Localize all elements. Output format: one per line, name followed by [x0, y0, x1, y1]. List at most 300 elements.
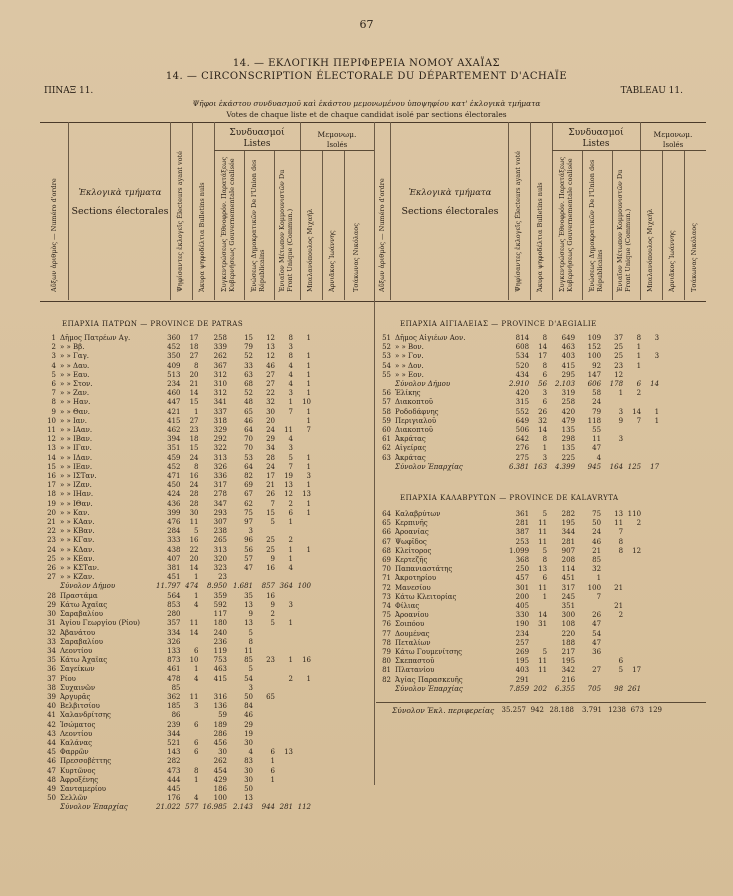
value-cell: [313, 573, 323, 582]
value-cell: 3: [306, 472, 311, 481]
value-cell: [255, 665, 277, 674]
value-cell: [255, 730, 277, 739]
value-cell: 438: [167, 545, 181, 554]
value-cell: [295, 665, 313, 674]
value-cell: [295, 739, 313, 748]
value-cell: 405: [515, 602, 530, 611]
row-number: 32: [47, 628, 56, 637]
value-cell: [313, 619, 323, 628]
value-cell: [313, 408, 323, 417]
value-cell: 3: [654, 334, 660, 342]
sections-label-gr-right: Ἐκλογικὰ τμήματα: [408, 188, 492, 198]
value-cell: [661, 426, 671, 435]
table-row: [375, 426, 671, 435]
value-cell: 6: [270, 766, 275, 775]
value-cell: [661, 454, 671, 463]
table-kalavryta: [375, 510, 661, 694]
value-cell: [277, 711, 295, 720]
table-row: [375, 593, 661, 602]
value-cell: 8: [542, 334, 548, 342]
value-cell: 317: [561, 583, 576, 592]
value-cell: 135: [561, 444, 576, 453]
section-name: Κερπινῆς: [395, 519, 428, 528]
value-cell: 1: [542, 592, 548, 601]
value-cell: 367: [213, 361, 227, 370]
value-cell: 133: [167, 646, 181, 655]
table-row: [40, 748, 323, 757]
row-number: 66: [382, 528, 391, 537]
table-row: [40, 757, 323, 766]
section-name: Κάτω Ἀχαΐας: [60, 600, 108, 609]
value-cell: [313, 610, 323, 619]
value-cell: 56: [538, 380, 548, 389]
section-name: Ἀβανάτου: [60, 628, 96, 637]
value-cell: 13: [244, 600, 253, 609]
value-cell: 478: [167, 674, 181, 683]
value-cell: 143: [167, 748, 181, 757]
value-cell: 31: [538, 620, 548, 629]
section-name: Σελλῶν: [60, 794, 88, 803]
section-name: Σοιπόου: [395, 620, 425, 629]
section-name: » » ΚΖαν.: [60, 573, 95, 582]
row-number: 82: [382, 675, 391, 684]
value-cell: 16: [302, 656, 311, 665]
value-cell: 315: [515, 398, 530, 407]
sections-label-gr: Ἐκλογικὰ τμήματα: [78, 188, 162, 198]
value-cell: 5: [270, 518, 275, 527]
value-cell: [277, 665, 295, 674]
value-cell: 6: [194, 720, 199, 729]
value-cell: 21: [189, 380, 199, 389]
value-cell: [625, 435, 643, 444]
value-cell: 55: [592, 426, 602, 435]
value-cell: 460: [167, 389, 181, 398]
value-cell: [229, 573, 255, 582]
list1-label-right: Συγκεντρώσεως Ἐθνοφρόν. Παρατάξεως Κυβερνήσεως Gouvernementale coalisée: [558, 156, 574, 292]
row-number: 68: [382, 546, 391, 555]
value-cell: 450: [167, 481, 181, 490]
value-cell: [643, 648, 661, 657]
row-number: 6: [51, 380, 56, 389]
value-cell: [313, 582, 323, 591]
value-cell: 50: [592, 519, 602, 528]
value-cell: [313, 794, 323, 803]
value-cell: 3: [542, 453, 548, 462]
value-cell: 17: [189, 334, 199, 342]
value-cell: 281: [279, 803, 293, 812]
value-cell: 8.950: [206, 582, 227, 591]
value-cell: 92: [592, 361, 602, 370]
value-cell: 14: [538, 343, 548, 352]
value-cell: 240: [213, 628, 227, 637]
value-cell: 52: [244, 352, 253, 361]
value-cell: 16: [266, 564, 275, 573]
value-cell: [661, 398, 671, 407]
value-cell: 13: [266, 343, 275, 352]
value-cell: 293: [213, 508, 227, 517]
value-cell: 234: [167, 380, 181, 389]
section-name: Διακοπτοῦ: [395, 398, 434, 407]
value-cell: 606: [587, 380, 602, 389]
value-cell: 310: [213, 380, 227, 389]
table-row: [375, 648, 661, 657]
value-cell: 4: [596, 453, 602, 462]
section-name: Σαραβαλίου: [60, 637, 103, 646]
value-cell: [603, 574, 625, 583]
value-cell: [661, 380, 671, 389]
value-cell: 387: [515, 528, 530, 537]
table-row: [40, 555, 323, 564]
row-number: 14: [47, 453, 56, 462]
section-name: » » Εαυ.: [60, 370, 90, 379]
value-cell: [643, 676, 661, 685]
table-row: [40, 518, 323, 527]
value-cell: [661, 334, 671, 343]
table-row: [40, 500, 323, 509]
table-row: [40, 343, 323, 352]
value-cell: 281: [561, 537, 576, 546]
value-cell: 1: [306, 380, 311, 389]
value-cell: 14: [189, 564, 199, 573]
value-cell: 164: [609, 462, 624, 471]
value-cell: 85: [171, 683, 181, 692]
value-cell: [625, 676, 643, 685]
value-cell: 245: [561, 592, 576, 601]
row-number: 78: [382, 638, 391, 647]
value-cell: [201, 684, 230, 693]
lists-label-gr-right: Συνδυασμοί: [568, 128, 624, 138]
list2-label-right: Ἑνώσεως Δημοκρατικῶν De l'Union des Républicains: [588, 159, 604, 292]
value-cell: 46: [592, 537, 602, 546]
value-cell: 5: [194, 527, 199, 536]
section-name: » » ΙΕαν.: [60, 462, 93, 471]
value-cell: 97: [244, 518, 253, 527]
table-row: [40, 352, 323, 361]
value-cell: 178: [609, 380, 624, 389]
value-cell: [661, 343, 671, 352]
total-row: [375, 380, 671, 389]
section-name: Κερτεζῆς: [395, 556, 428, 565]
value-cell: 136: [213, 702, 227, 711]
section-name: Δουμένας: [395, 629, 430, 638]
value-cell: [643, 528, 661, 537]
table-row: [375, 435, 671, 444]
section-name: Σύνολον Δήμου: [395, 380, 451, 389]
value-cell: [661, 417, 671, 426]
value-cell: 1: [636, 343, 642, 352]
value-cell: 109: [587, 334, 602, 342]
value-cell: 319: [561, 389, 576, 398]
value-cell: [313, 463, 323, 472]
value-cell: [313, 527, 323, 536]
value-cell: 3: [618, 435, 624, 444]
section-name: Σύνολον Ἐπαρχίας: [395, 462, 463, 471]
value-cell: 1: [194, 407, 199, 416]
section-name: Καλαβρύτων: [395, 510, 441, 518]
value-cell: 334: [167, 628, 181, 637]
value-cell: 9: [248, 610, 253, 619]
value-cell: [625, 371, 643, 380]
value-cell: [643, 574, 661, 583]
value-cell: 649: [561, 334, 576, 342]
section-name: » » ΚΔαν.: [60, 545, 95, 554]
value-cell: 22: [189, 545, 199, 554]
value-cell: 347: [213, 499, 227, 508]
value-cell: 6.355: [555, 684, 576, 693]
cand1-label: Μπαλανόπουλος Μιχαήλ: [306, 208, 314, 292]
row-number: 60: [382, 426, 391, 435]
value-cell: 57: [244, 554, 253, 563]
value-cell: 188: [561, 638, 576, 647]
value-cell: 185: [167, 702, 181, 711]
value-cell: [313, 555, 323, 564]
value-cell: 1: [288, 518, 293, 527]
value-cell: 28: [189, 490, 199, 499]
row-number: 5: [51, 370, 56, 379]
value-cell: [295, 619, 313, 628]
section-name: Κυρτῶνος: [60, 766, 96, 775]
value-cell: [313, 362, 323, 371]
value-cell: 1: [306, 334, 311, 342]
value-cell: [531, 630, 549, 639]
value-cell: [643, 602, 661, 611]
table-row: [40, 684, 323, 693]
value-cell: 4: [194, 674, 199, 683]
section-name: » » ΙΣΤαν.: [60, 472, 97, 481]
value-cell: 8: [194, 361, 199, 370]
value-cell: 9: [618, 416, 624, 425]
value-cell: 8: [618, 537, 624, 546]
section-name: Ἁγίου Γεωργίου (Ρίου): [60, 619, 140, 628]
value-cell: 25: [266, 545, 275, 554]
value-cell: 471: [167, 472, 181, 481]
table-row: [40, 362, 323, 371]
value-cell: 436: [167, 499, 181, 508]
value-cell: 25: [614, 352, 624, 361]
value-cell: 2: [618, 611, 624, 620]
value-cell: 857: [261, 582, 275, 591]
row-number: 35: [47, 656, 56, 665]
value-cell: 312: [213, 389, 227, 398]
value-cell: [313, 371, 323, 380]
value-cell: 415: [213, 674, 227, 683]
value-cell: 24: [266, 426, 275, 435]
value-cell: 17: [632, 666, 642, 675]
value-cell: [625, 593, 643, 602]
value-cell: 8: [288, 334, 293, 342]
title-greek: 14. — ΕΚΛΟΓΙΚΗ ΠΕΡΙΦΕΡΕΙΑ ΝΟΜΟΥ ΑΧΑΪΑΣ: [232, 58, 501, 69]
value-cell: 1: [306, 508, 311, 517]
section-name: Λεοντίου: [60, 646, 93, 655]
table-row: [375, 620, 661, 629]
table-row: [375, 389, 671, 398]
row-number: 1: [51, 334, 56, 342]
table-row: [40, 454, 323, 463]
value-cell: 30: [189, 508, 199, 517]
section-name: Σύνολον Ἐπαρχίας: [60, 803, 128, 812]
section-name: Ἁγίας Παρασκευῆς: [395, 675, 463, 684]
value-cell: [643, 454, 661, 463]
value-cell: 11: [538, 666, 548, 675]
section-name: » » ΙΑαν.: [60, 426, 93, 435]
row-number: 9: [51, 407, 56, 416]
section-name: » » ΚΕαν.: [60, 554, 95, 563]
value-cell: 27: [266, 370, 275, 379]
value-cell: [313, 343, 323, 352]
value-cell: 24: [189, 481, 199, 490]
value-cell: [313, 684, 323, 693]
value-cell: [313, 536, 323, 545]
lists-label-gr: Συνδυασμοί: [229, 128, 285, 138]
value-cell: [313, 435, 323, 444]
value-cell: [295, 693, 313, 702]
table-row: [40, 380, 323, 389]
section-name: Ἀκράτας: [395, 453, 426, 462]
value-cell: [313, 776, 323, 785]
table-row: [40, 389, 323, 398]
value-cell: 415: [561, 361, 576, 370]
value-cell: [313, 481, 323, 490]
table-row: [40, 408, 323, 417]
value-cell: 8: [618, 546, 624, 555]
section-name: Δῆμος Πατρέων Αγ.: [60, 334, 131, 342]
value-cell: [625, 454, 643, 463]
value-cell: [313, 748, 323, 757]
value-cell: 3: [248, 527, 253, 536]
value-cell: 258: [213, 334, 227, 342]
row-number: 36: [47, 665, 56, 674]
value-cell: 407: [167, 554, 181, 563]
value-cell: 1: [636, 361, 642, 370]
grand-total-label: Σύνολον Ἐκλ. περιφερείας: [392, 706, 495, 715]
row-number: 11: [47, 426, 56, 435]
value-cell: [661, 435, 671, 444]
value-cell: 7: [288, 407, 293, 416]
value-cell: [313, 601, 323, 610]
value-cell: [625, 426, 643, 435]
row-number: 19: [47, 499, 56, 508]
value-cell: 814: [515, 334, 530, 342]
value-cell: [277, 629, 295, 638]
value-cell: 26: [538, 407, 548, 416]
isolated-label-fr: Isolés: [326, 141, 348, 149]
value-cell: 225: [561, 453, 576, 462]
row-number: 72: [382, 583, 391, 592]
value-cell: 261: [627, 684, 642, 693]
value-cell: 82: [244, 472, 253, 481]
grand-total-cell: 3.791: [581, 706, 602, 714]
value-cell: [643, 630, 661, 639]
value-cell: [295, 721, 313, 730]
value-cell: [643, 565, 661, 574]
value-cell: [255, 647, 277, 656]
table-row: [40, 711, 323, 720]
value-cell: 364: [279, 582, 293, 591]
value-cell: [313, 490, 323, 499]
value-cell: 20: [189, 370, 199, 379]
section-name: » » Ββ.: [60, 343, 85, 352]
value-cell: 14: [189, 389, 199, 398]
value-cell: [295, 536, 313, 545]
row-number: 17: [47, 481, 56, 490]
value-cell: 12: [266, 334, 275, 342]
row-number: 53: [382, 352, 391, 361]
value-cell: [295, 444, 313, 453]
value-cell: 23: [189, 426, 199, 435]
table-row: [375, 666, 661, 675]
value-cell: 257: [515, 638, 530, 647]
table-row: [375, 371, 671, 380]
value-cell: [603, 556, 625, 565]
table-row: [40, 417, 323, 426]
row-number: 4: [51, 361, 56, 370]
value-cell: 2.103: [555, 380, 576, 389]
value-cell: 24: [189, 453, 199, 462]
value-cell: 1: [288, 656, 293, 665]
value-cell: 85: [592, 556, 602, 565]
section-name: Ἀροανίου: [395, 611, 429, 620]
value-cell: [531, 602, 549, 611]
table-row: [40, 463, 323, 472]
value-cell: 28: [266, 453, 275, 462]
value-cell: 195: [561, 657, 576, 666]
value-cell: 1: [270, 757, 275, 766]
value-cell: 381: [167, 564, 181, 573]
value-cell: 11: [614, 519, 624, 528]
value-cell: [295, 748, 313, 757]
row-number: 7: [51, 389, 56, 398]
value-cell: [295, 601, 313, 610]
section-name: » » Δον.: [395, 361, 424, 370]
total-row: [375, 685, 661, 694]
value-cell: 445: [167, 784, 181, 793]
value-cell: 62: [244, 499, 253, 508]
value-cell: [531, 676, 549, 685]
section-name: Αἰγείρας: [395, 444, 427, 453]
value-cell: 873: [167, 656, 181, 665]
value-cell: [277, 638, 295, 647]
value-cell: 336: [213, 472, 227, 481]
row-number: 33: [47, 637, 56, 646]
value-cell: 3: [194, 702, 199, 711]
value-cell: 13: [538, 565, 548, 574]
section-name: Χαλανδρίτσης: [60, 711, 111, 720]
value-cell: 22: [266, 389, 275, 398]
row-number: 69: [382, 556, 391, 565]
value-cell: 21: [614, 602, 624, 611]
value-cell: [313, 638, 323, 647]
table-row: [375, 547, 661, 556]
value-cell: 14: [650, 380, 660, 389]
value-cell: [255, 638, 277, 647]
value-cell: [277, 647, 295, 656]
table-row: [40, 573, 323, 582]
value-cell: 100: [213, 794, 227, 803]
row-number: 30: [47, 610, 56, 619]
value-cell: 26: [592, 611, 602, 620]
value-cell: 350: [167, 352, 181, 361]
isolated-label-gr: Μεμονωμ.: [317, 130, 357, 139]
value-cell: 7: [618, 528, 624, 537]
value-cell: 8: [542, 361, 548, 370]
row-number: 48: [47, 775, 56, 784]
value-cell: 152: [587, 343, 602, 352]
value-cell: [313, 647, 323, 656]
value-cell: [625, 584, 643, 593]
value-cell: 2: [270, 610, 275, 619]
value-cell: [313, 702, 323, 711]
table-row: [40, 638, 323, 647]
